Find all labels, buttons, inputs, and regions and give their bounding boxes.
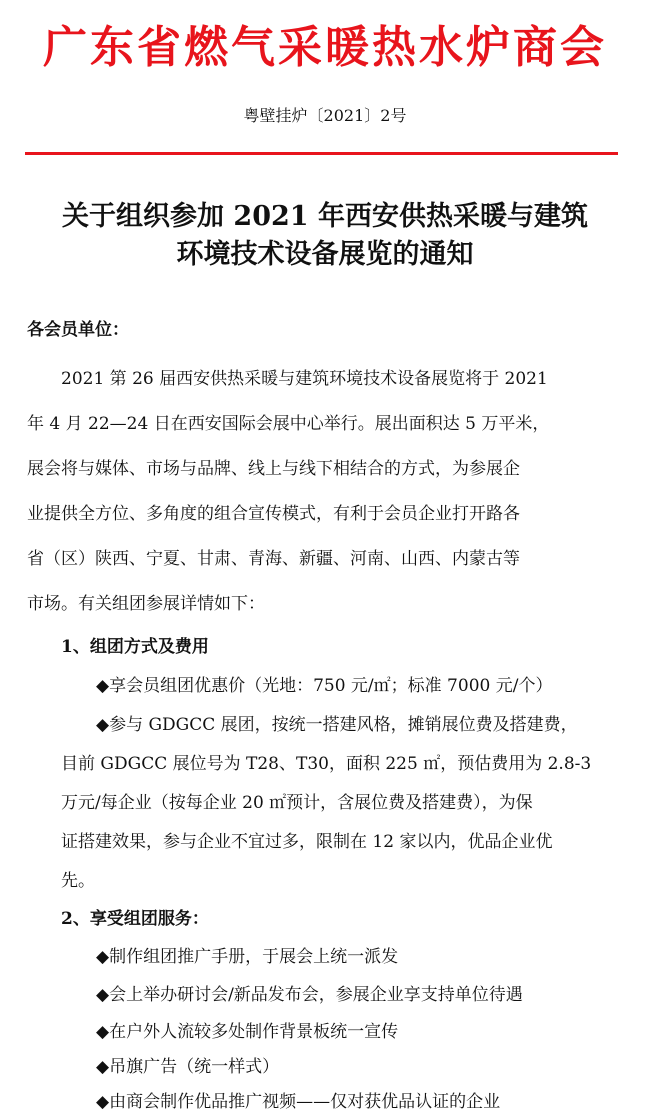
notice-title-line-1: 关于组织参加 2021 年西安供热采暖与建筑 xyxy=(62,201,588,232)
intro-line-2: 年 4 月 22—24 日在西安国际会展中心举行。展出面积达 5 万平米， xyxy=(27,414,550,434)
section-1-bullet-1: ◆享会员组团优惠价（光地：750 元/㎡；标准 7000 元/个） xyxy=(96,676,553,696)
notice-title xyxy=(20,198,630,274)
section-1-bullet-2-line-3: 万元/每企业（按每企业 20 ㎡预计，含展位费及搭建费），为保 xyxy=(61,793,533,813)
section-1-bullet-2-line-5: 先。 xyxy=(61,871,95,891)
intro-line-1: 2021 第 26 届西安供热采暖与建筑环境技术设备展览将于 2021 xyxy=(61,369,548,389)
section-1-bullet-2-line-2: 目前 GDGCC 展位号为 T28、T30，面积 225 ㎡，预估费用为 2.8-3 xyxy=(61,754,592,774)
section-2-heading: 2、享受组团服务： xyxy=(61,909,209,929)
org-name-title: 广东省燃气采暖热水炉商会 xyxy=(43,22,607,73)
document-number: 粤壁挂炉〔2021〕2号 xyxy=(243,106,407,125)
section-2-bullet: ◆会上举办研讨会/新品发布会，参展企业享支持单位待遇 xyxy=(96,985,523,1005)
salutation: 各会员单位： xyxy=(27,320,129,340)
section-2-bullet: ◆吊旗广告（统一样式） xyxy=(96,1057,280,1077)
section-2-bullet: ◆由商会制作优品推广视频——仅对获优品认证的企业 xyxy=(96,1092,501,1112)
section-1-bullet-2-line-4: 证搭建效果，参与企业不宜过多，限制在 12 家以内，优品企业优 xyxy=(61,832,553,852)
section-2-bullet: ◆制作组团推广手册，于展会上统一派发 xyxy=(96,947,399,967)
intro-line-4: 业提供全方位、多角度的组合宣传模式，有利于会员企业打开路各 xyxy=(27,504,520,524)
section-1-heading: 1、组团方式及费用 xyxy=(61,637,209,657)
intro-line-5: 省（区）陕西、宁夏、甘肃、青海、新疆、河南、山西、内蒙古等 xyxy=(27,549,520,569)
section-1-bullet-2-line-1: ◆参与 GDGCC 展团，按统一搭建风格，摊销展位费及搭建费， xyxy=(96,715,578,735)
intro-line-6: 市场。有关组团参展详情如下： xyxy=(27,594,265,614)
intro-line-3: 展会将与媒体、市场与品牌、线上与线下相结合的方式，为参展企 xyxy=(27,459,520,479)
header-divider xyxy=(25,152,618,155)
section-2-bullet: ◆在户外人流较多处制作背景板统一宣传 xyxy=(96,1022,399,1042)
notice-title-line-2: 环境技术设备展览的通知 xyxy=(176,239,474,270)
